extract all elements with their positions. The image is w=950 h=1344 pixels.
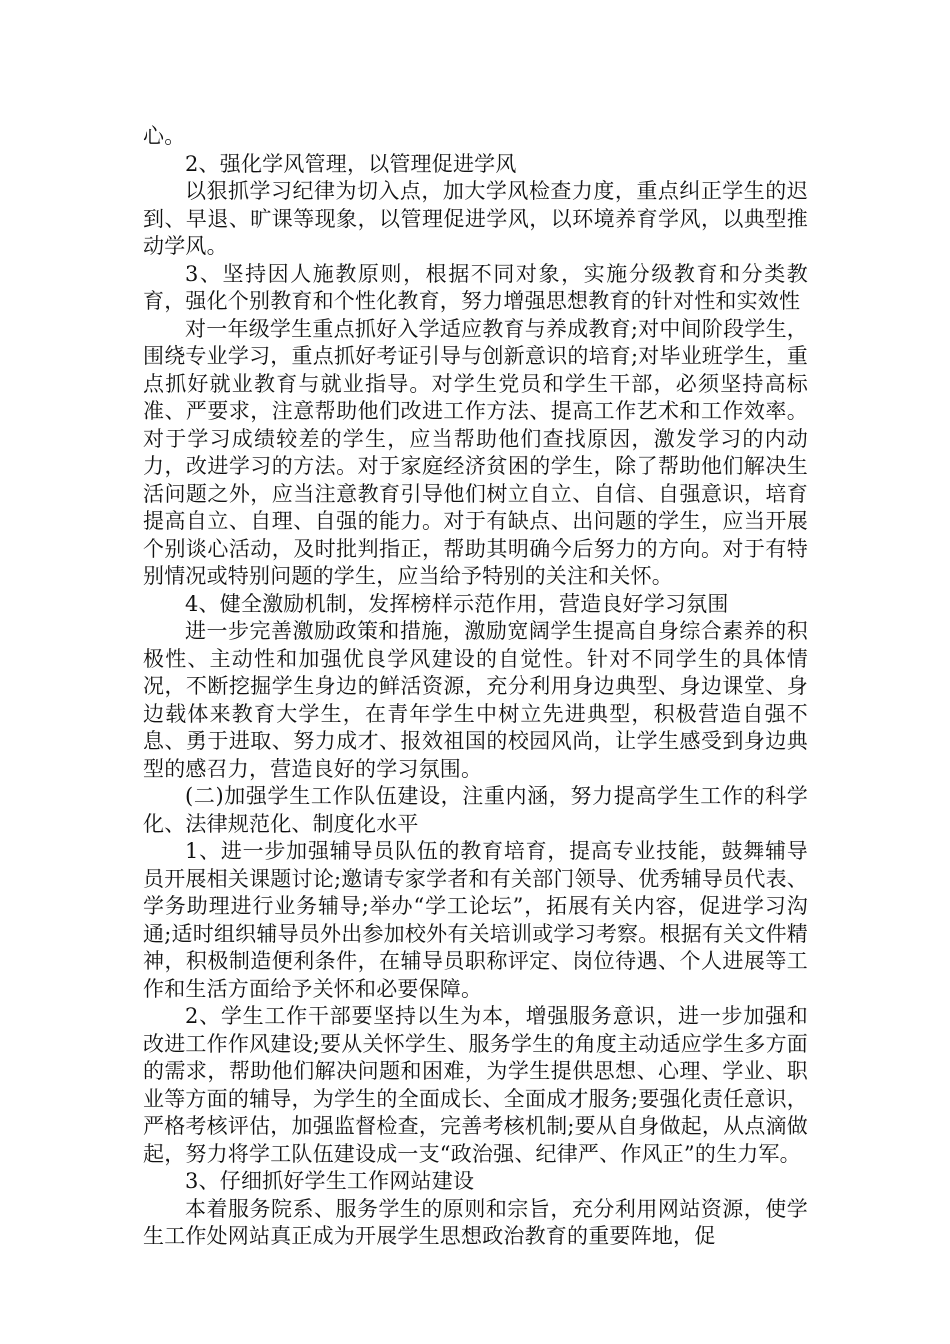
paragraph-counselor-training: 1、进一步加强辅导员队伍的教育培育，提高专业技能，鼓舞辅导员开展相关课题讨论;邀请专家学者和有关部门领导、优秀辅导员代表、学务助理进行业务辅导;举办“学工论坛”，拓展有关内容，促进学习沟通;适时组织辅导员外出参加校外有关培训或学习考察。根据有关文件精神，积极制造便利条件，在辅导员职称评定、岗位待遇、个人进展等工作和生活方面给予关怀和必要保障。 [143, 839, 808, 1001]
paragraph-continuation: 心。 [143, 124, 186, 148]
heading-study-style-management: 2、强化学风管理，以管理促进学风 [185, 151, 517, 176]
heading-incentive-mechanism: 4、健全激励机制，发挥榜样示范作用，营造良好学习氛围 [185, 591, 729, 616]
paragraph-study-discipline: 以狠抓学习纪律为切入点，加大学风检查力度，重点纠正学生的迟到、早退、旷课等现象，以管理促进学风，以环境养育学风，以典型推动学风。 [143, 179, 808, 258]
paragraph-student-groups: 对一年级学生重点抓好入学适应教育与养成教育;对中间阶段学生，围绕专业学习，重点抓好考证引导与创新意识的培育;对毕业班学生，重点抓好就业教育与就业指导。对学生党员和学生干部，必须坚持高标准、严要求，注意帮助他们改进工作方法、提高工作艺术和工作效率。对于学习成绩较差的学生，应当帮助他们查找原因，激发学习的内动力，改进学习的方法。对于家庭经济贫困的学生，除了帮助他们解决生活问题之外，应当注意教育引导他们树立自立、自信、自强意识，培育提高自立、自理、自强的能力。对于有缺点、出问题的学生，应当开展个别谈心活动，及时批判指正，帮助其明确今后努力的方向。对于有特别情况或特别问题的学生，应当给予特别的关注和关怀。 [143, 316, 808, 588]
paragraph-incentive-policy: 进一步完善激励政策和措施，激励宽阔学生提高自身综合素养的积极性、主动性和加强优良学风建设的自觉性。针对不同学生的具体情况，不断挖掘学生身边的鲜活资源，充分利用身边典型、身边课堂、身边载体来教育大学生，在青年学生中树立先进典型，积极营造自强不息、勇于进取、努力成才、报效祖国的校园风尚，让学生感受到身边典型的感召力，营造良好的学习氛围。 [143, 619, 808, 781]
document-body [143, 123, 808, 1251]
heading-website-building: 3、仔细抓好学生工作网站建设 [185, 1169, 475, 1193]
paragraph-cadre-service: 2、学生工作干部要坚持以生为本，增强服务意识，进一步加强和改进工作作风建设;要从关怀学生、服务学生的角度主动适应学生多方面的需求，帮助他们解决问题和困难，为学生提供思想、心理、学业、职业等方面的辅导，为学生的全面成长、全面成才服务;要强化责任意识，严格考核评估，加强监督检查，完善考核机制;要从自身做起，从点滴做起，努力将学工队伍建设成一支“政治强、纪律严、作风正”的生力军。 [143, 1004, 808, 1166]
paragraph-website-purpose: 本着服务院系、服务学生的原则和宗旨，充分利用网站资源，使学生工作处网站真正成为开展学生思想政治教育的重要阵地，促 [143, 1196, 808, 1248]
heading-team-building: (二)加强学生工作队伍建设，注重内涵，努力提高学生工作的科学化、法律规范化、制度化水平 [143, 784, 808, 836]
heading-individualized-teaching: 3、坚持因人施教原则，根据不同对象，实施分级教育和分类教育，强化个别教育和个性化教育，努力增强思想教育的针对性和实效性 [143, 261, 808, 313]
